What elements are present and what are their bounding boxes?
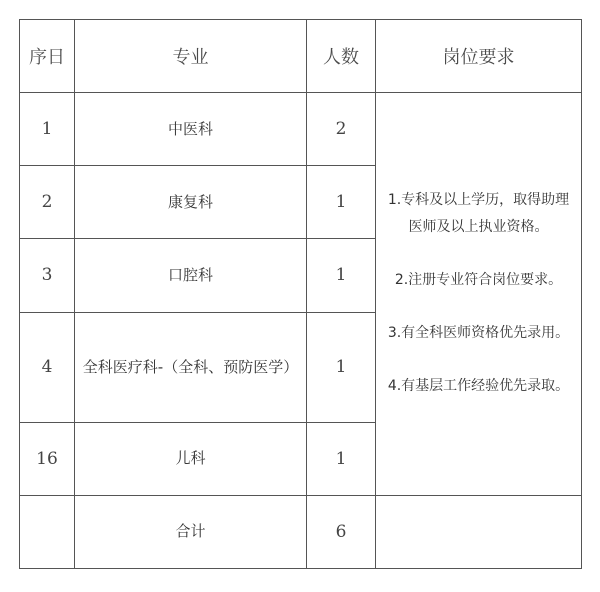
row-count: 1 <box>307 422 376 495</box>
row-major: 康复科 <box>75 166 307 239</box>
row-count: 1 <box>307 239 376 312</box>
row-major: 儿科 <box>75 422 307 495</box>
requirement-item: 3.有全科医师资格优先录用。 <box>387 325 570 342</box>
row-seq: 16 <box>20 422 75 495</box>
job-requirements-table <box>19 19 582 569</box>
header-count: 人数 <box>307 20 376 93</box>
row-seq: 2 <box>20 166 75 239</box>
row-seq: 4 <box>20 312 75 422</box>
header-seq: 序日 <box>20 20 75 93</box>
row-major: 口腔科 <box>75 239 307 312</box>
requirement-item: 1.专科及以上学历，取得助理医师及以上执业资格。 <box>387 192 570 236</box>
total-requirements-empty <box>376 495 582 568</box>
row-major: 中医科 <box>75 93 307 166</box>
row-major: 全科医疗科-（全科、预防医学） <box>75 312 307 422</box>
requirements-cell <box>376 93 582 496</box>
header-requirements: 岗位要求 <box>376 20 582 93</box>
header-major: 专业 <box>75 20 307 93</box>
total-seq-empty <box>20 495 75 568</box>
table-header-row <box>20 20 582 93</box>
requirement-item: 4.有基层工作经验优先录取。 <box>387 378 570 395</box>
row-seq: 1 <box>20 93 75 166</box>
requirement-item: 2.注册专业符合岗位要求。 <box>394 272 563 289</box>
row-count: 1 <box>307 312 376 422</box>
total-count: 6 <box>307 495 376 568</box>
total-row <box>20 495 582 568</box>
total-label: 合计 <box>75 495 307 568</box>
row-count: 1 <box>307 166 376 239</box>
table-row <box>20 93 582 166</box>
row-count: 2 <box>307 93 376 166</box>
row-seq: 3 <box>20 239 75 312</box>
